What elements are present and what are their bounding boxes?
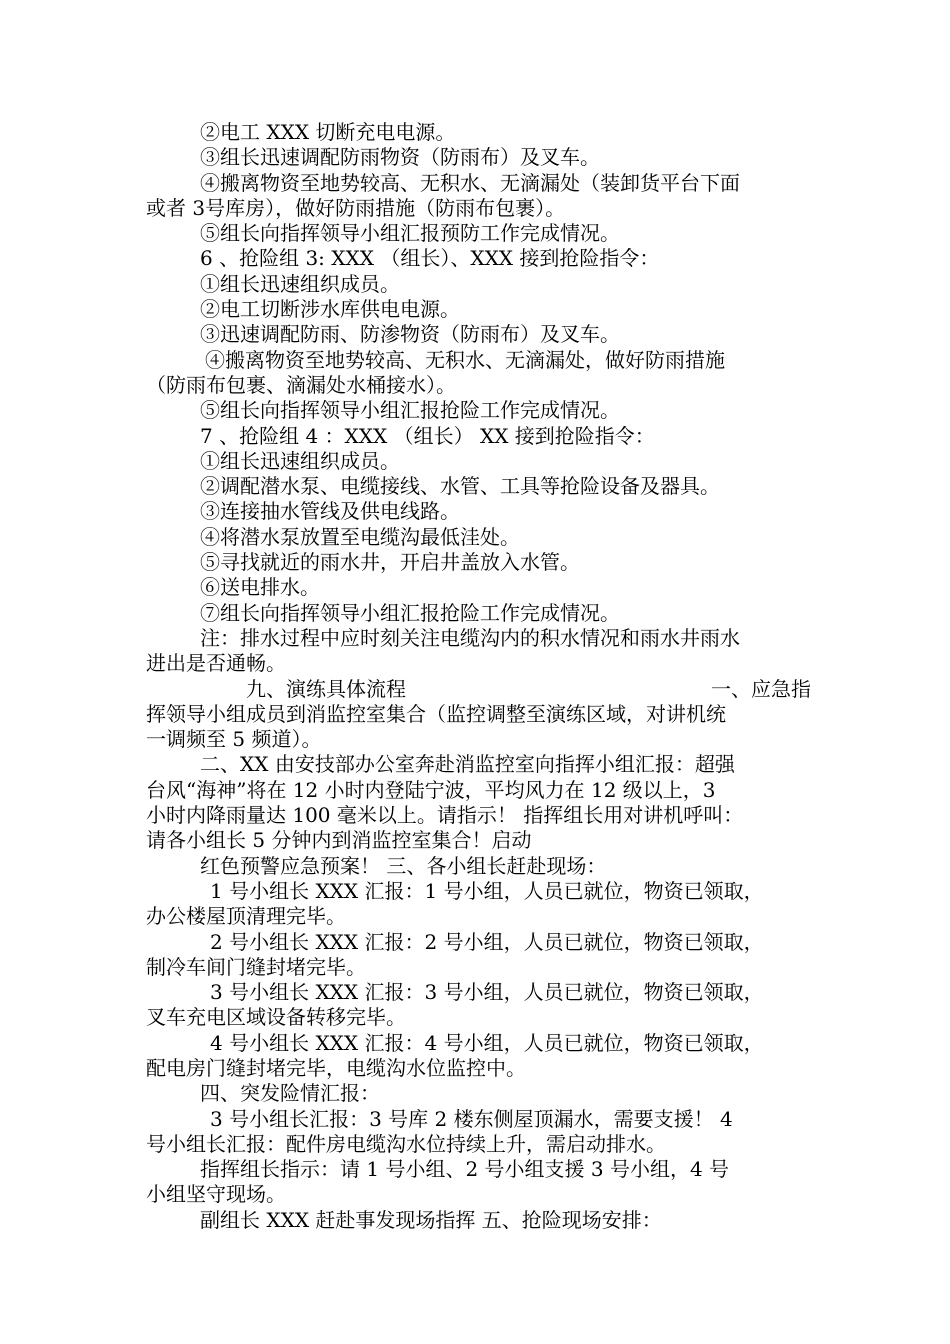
text-line: ①组长迅速组织成员。: [200, 448, 400, 473]
text-line: ④搬离物资至地势较高、无积水、无滴漏处，做好防雨措施: [205, 347, 725, 372]
text-line: ⑤组长向指挥领导小组汇报抢险工作完成情况。: [200, 398, 620, 423]
text-line: 指挥组长指示：请 1 号小组、2 号小组支援 3 号小组，4 号: [200, 1157, 730, 1182]
text-line: 副组长 XXX 赶赴事发现场指挥 五、抢险现场安排：: [200, 1207, 662, 1232]
text-line: 号小组长汇报：配件房电缆沟水位持续上升，需启动排水。: [146, 1131, 666, 1156]
text-line: 制冷车间门缝封堵完毕。: [146, 954, 366, 979]
text-line: 进出是否通畅。: [146, 651, 286, 676]
text-line: 小时内降雨量达 100 毫米以上。请指示！ 指挥组长用对讲机呼叫：: [146, 803, 744, 828]
text-line: ①组长迅速组织成员。: [200, 271, 400, 296]
text-line: 挥领导小组成员到消监控室集合（监控调整至演练区域，对讲机统: [146, 701, 726, 726]
text-line: 6 、抢险组 3: XXX （组长）、XXX 接到抢险指令：: [200, 246, 660, 271]
section-heading-line: [146, 677, 811, 702]
text-line: ②电工 XXX 切断充电电源。: [200, 120, 456, 144]
text-line: 四、突发险情汇报：: [200, 1081, 380, 1106]
text-line: 7 、抢险组 4 ：XXX （组长） XX 接到抢险指令：: [200, 423, 655, 448]
section-subheading: 一、应急指: [711, 676, 811, 701]
text-line: ⑦组长向指挥领导小组汇报抢险工作完成情况。: [200, 600, 620, 625]
text-line: ④搬离物资至地势较高、无积水、无滴漏处（装卸货平台下面: [200, 170, 740, 195]
text-line: 4 号小组长 XXX 汇报：4 号小组，人员已就位，物资已领取，: [210, 1030, 764, 1055]
text-line: 办公楼屋顶清理完毕。: [146, 904, 346, 929]
text-line: 叉车充电区域设备转移完毕。: [146, 1005, 406, 1030]
text-line: 红色预警应急预案！ 三、各小组长赶赴现场：: [200, 853, 607, 878]
text-line: 请各小组长 5 分钟内到消监控室集合！启动: [146, 828, 532, 853]
text-line: ②电工切断涉水库供电电源。: [200, 297, 460, 322]
text-line: 3 号小组长汇报：3 号库 2 楼东侧屋顶漏水，需要支援！ 4: [210, 1106, 733, 1131]
text-line: （防雨布包裹、滴漏处水桶接水）。: [146, 372, 456, 397]
text-line: ③组长迅速调配防雨物资（防雨布）及叉车。: [200, 145, 600, 170]
text-line: 2 号小组长 XXX 汇报：2 号小组，人员已就位，物资已领取，: [210, 929, 764, 954]
text-line: 台风“海神”将在 12 小时内登陆宁波，平均风力在 12 级以上，3: [146, 777, 716, 802]
text-line: ③连接抽水管线及供电线路。: [200, 499, 460, 524]
text-line: ②调配潜水泵、电缆接线、水管、工具等抢险设备及器具。: [200, 474, 720, 499]
text-line: ⑤寻找就近的雨水井，开启井盖放入水管。: [200, 550, 580, 575]
text-line: 二、XX 由安技部办公室奔赴消监控室向指挥小组汇报：超强: [200, 752, 735, 777]
text-line: 1 号小组长 XXX 汇报：1 号小组，人员已就位，物资已领取，: [210, 878, 764, 903]
text-line: 一调频至 5 频道）。: [146, 727, 322, 752]
text-line: ⑥送电排水。: [200, 575, 320, 600]
document-body: [146, 120, 811, 1233]
text-line: ⑤组长向指挥领导小组汇报预防工作完成情况。: [200, 221, 620, 246]
text-line: 配电房门缝封堵完毕，电缆沟水位监控中。: [146, 1055, 526, 1080]
text-line: 小组坚守现场。: [146, 1182, 286, 1207]
text-line: 注：排水过程中应时刻关注电缆沟内的积水情况和雨水井雨水: [200, 625, 740, 650]
text-line: 或者 3号库房），做好防雨措施（防雨布包裹）。: [146, 195, 566, 220]
text-line: ④将潜水泵放置至电缆沟最低洼处。: [200, 524, 520, 549]
section-heading: 九、演练具体流程: [246, 676, 406, 701]
text-line: ③迅速调配防雨、防渗物资（防雨布）及叉车。: [200, 322, 620, 347]
text-line: 3 号小组长 XXX 汇报：3 号小组，人员已就位，物资已领取，: [210, 980, 764, 1005]
